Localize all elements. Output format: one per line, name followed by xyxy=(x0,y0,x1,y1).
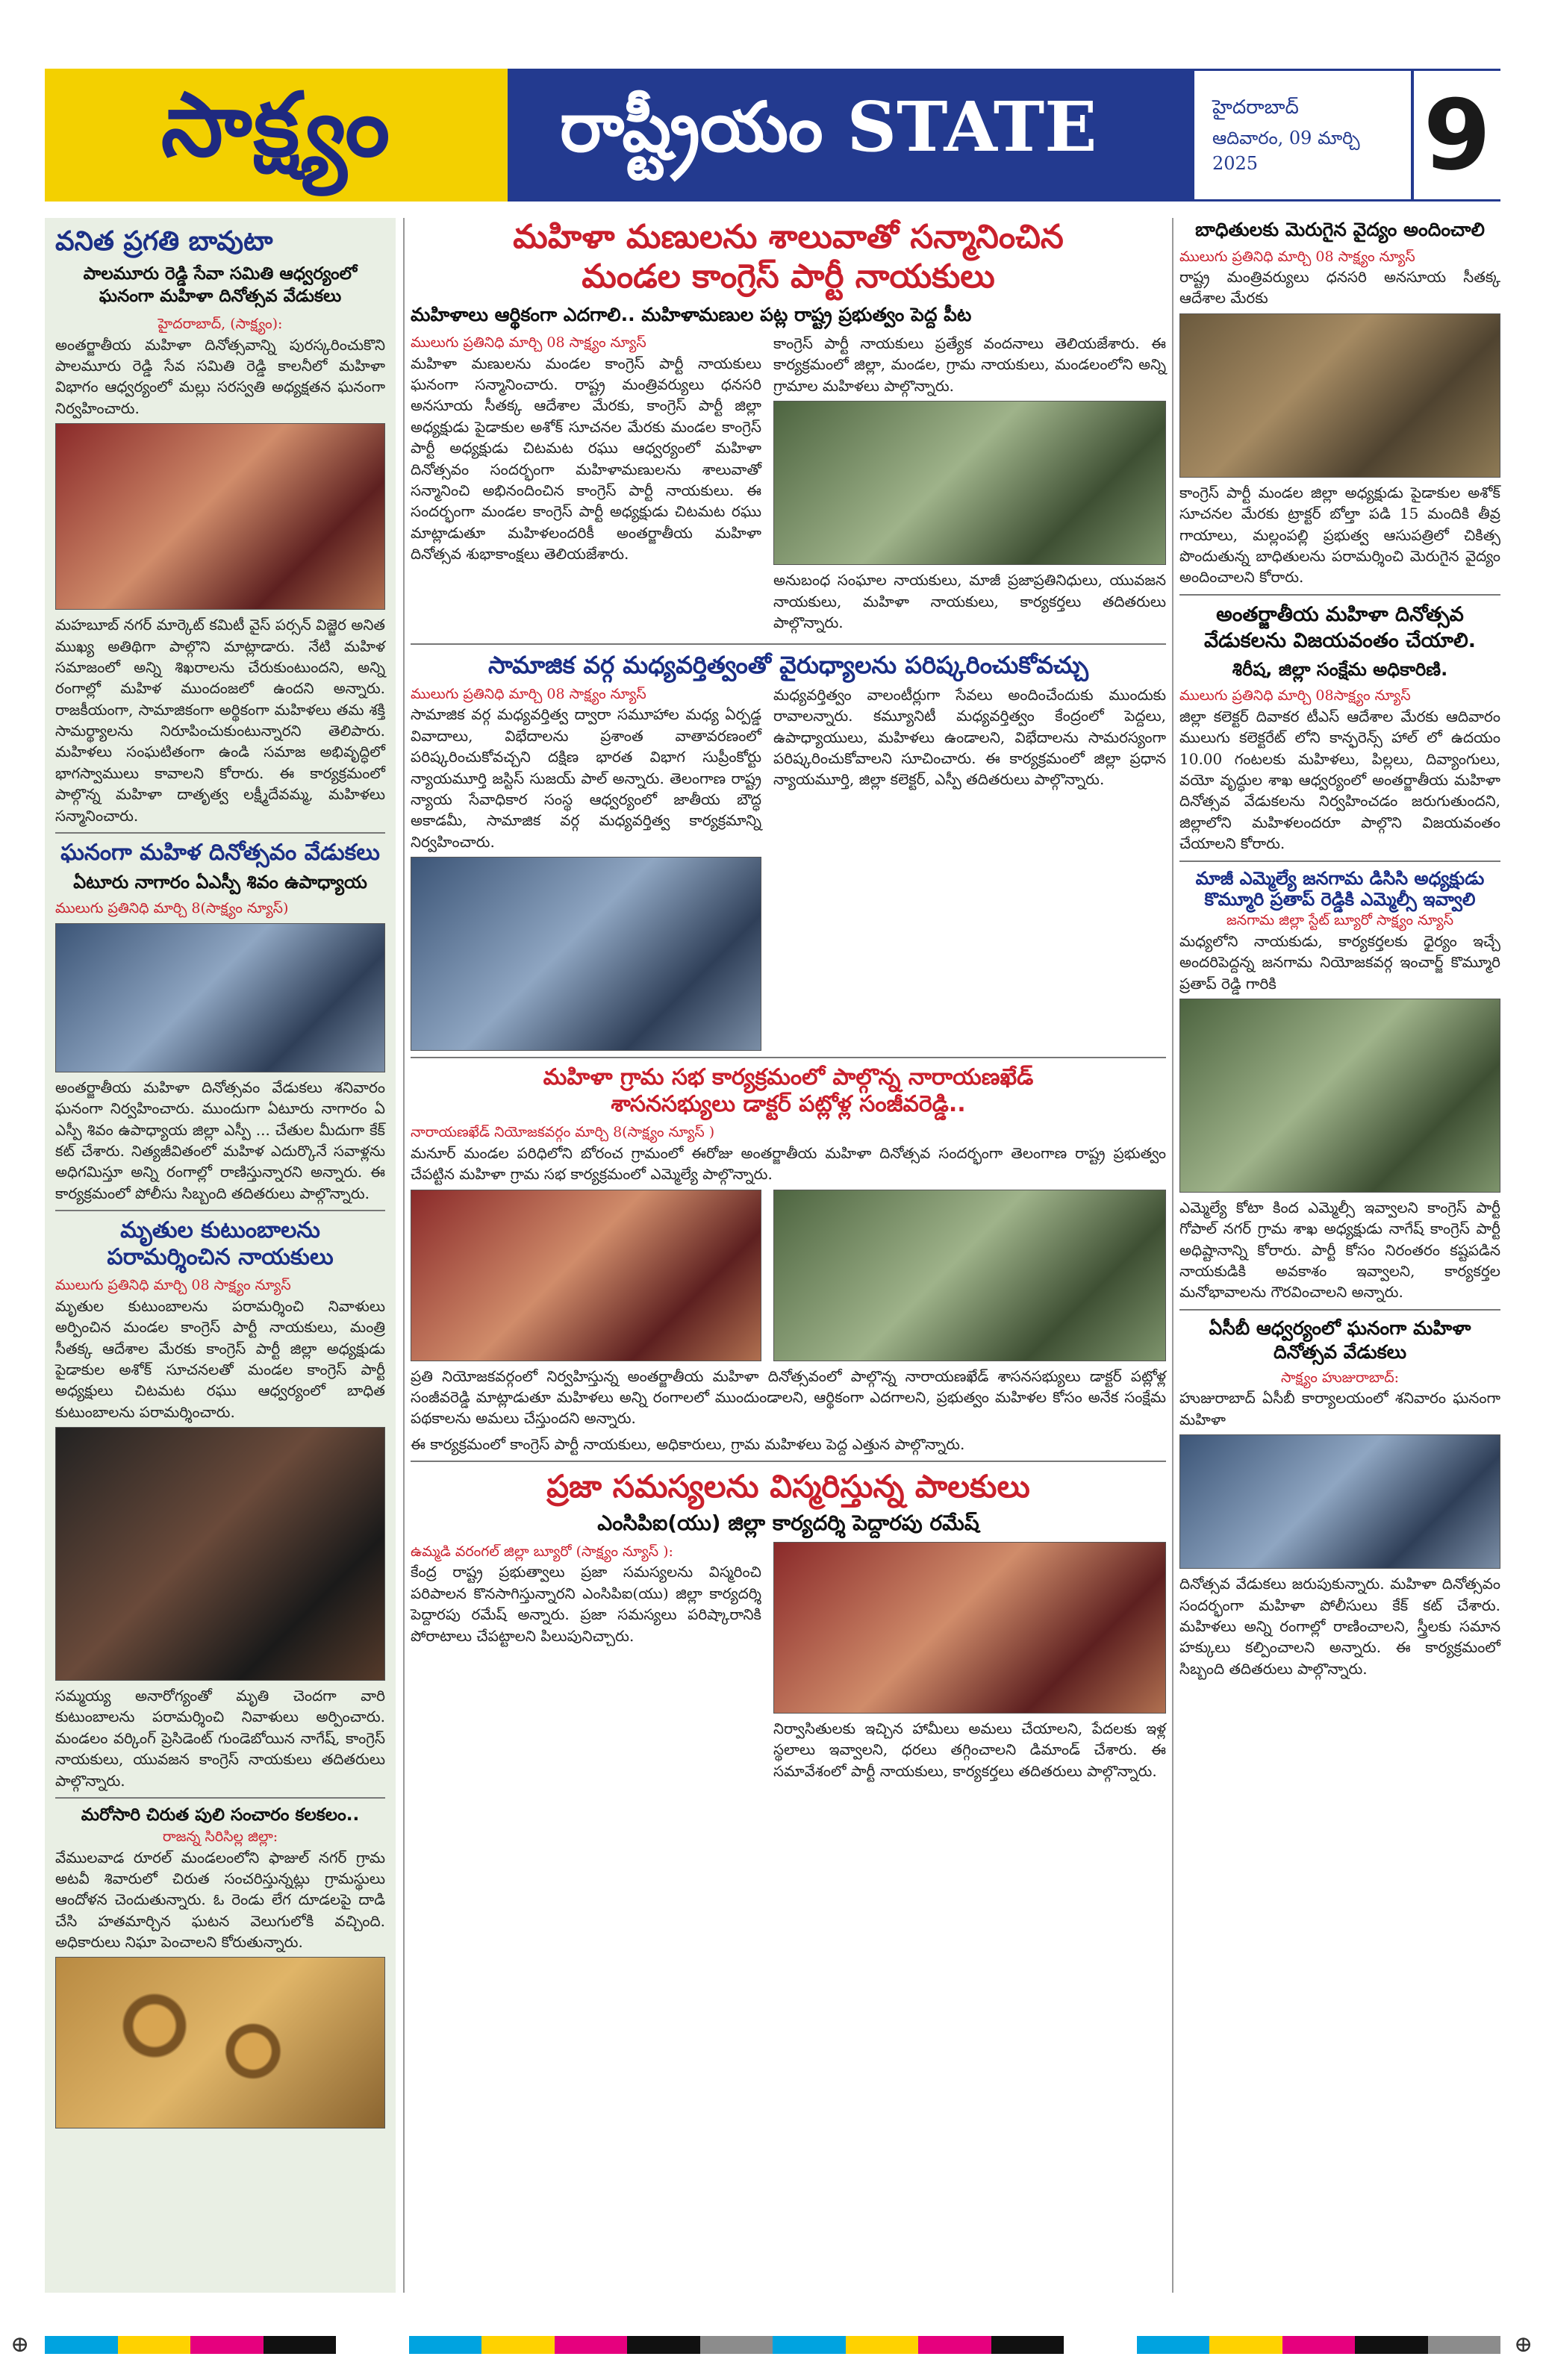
article-gram-sabha xyxy=(411,1064,1166,1455)
divider xyxy=(1179,594,1500,596)
article-body xyxy=(411,1143,1166,1185)
color-swatch xyxy=(118,2336,191,2354)
divider xyxy=(411,643,1166,645)
photo-mla-event xyxy=(411,1190,761,1361)
paragraph: మహబూబ్ నగర్ మార్కెట్ కమిటీ వైస్ పర్సన్ విజ్జెర అనిత ముఖ్య అతిథిగా పాల్గొని మాట్లాడారు. నేటి మహిళ సమాజంలో అన్ని శిఖరాలను చేరుకుంటుందని, అన్ని రంగాల్లో మహిళ ముందంజలో ఉందని అన్నారు. రాజకీయంగా, సామాజికంగా అర్థికంగా మహిళలు తమ శక్తి సామర్థ్యాలను నిరూపించుకుంటున్నారని తెలిపారు. మహిళలు సంఘటితంగా ఉండి సమాజ అభివృద్ధిలో భాగస్వాములు కావాలని కోరారు. ఈ కార్యక్రమంలో పాల్గొన్న మహిళా దాతృత్వ లక్ష్మీదేవమ్మ, మహిళలు సన్మానించారు. xyxy=(55,616,385,825)
dateline: ములుగు ప్రతినిధి మార్చి 08 సాక్ష్యం న్యూస్ xyxy=(55,1277,291,1294)
paragraph: మనూర్ మండల పరిధిలోని బోరంచ గ్రామంలో ఈరోజు అంతర్జాతీయ మహిళా దినోత్సవ సందర్భంగా తెలంగాణ రాష్ట్ర ప్రభుత్వం చేపట్టిన మహిళా గ్రామ సభ కార్యక్రమంలో ఎమ్మెల్యే పాల్గొన్నారు. xyxy=(411,1143,1166,1184)
color-swatch xyxy=(991,2336,1064,2354)
paragraph: సామాజిక వర్గ మధ్యవర్తిత్వ ద్వారా సమూహాల మధ్య ఏర్పడ్డ వివాదాలు, విభేదాలను ప్రశాంత వాతావరణంలో పరిష్కరించుకోవచ్చని దక్షిణ భారత విభాగ సుప్రీంకోర్టు న్యాయమూర్తి జస్టిస్ సుజయ్ పాల్ అన్నారు. తెలంగాణ రాష్ట్ర న్యాయ సేవాధికార సంస్థ ఆధ్వర్యంలో జాతీయ బౌద్ధ అకాడమీ, సామాజిక వర్గ మధ్యవర్తిత్వ కార్యక్రమాన్ని నిర్వహించారు. xyxy=(411,705,761,851)
paragraph: దినోత్సవ వేడుకలు జరుపుకున్నారు. మహిళా దినోత్సవం సందర్భంగా మహిళా పోలీసులు కేక్ కట్ చేశారు. మహిళలు అన్ని రంగాల్లో రాణించాలని, స్త్రీలకు సమాన హక్కులు కల్పించాలని అన్నారు. ఈ కార్యక్రమంలో సిబ్బంది తదితరులు పాల్గొన్నారు. xyxy=(1179,1575,1500,1678)
article-body xyxy=(773,1718,1166,1781)
dateline: నారాయణఖేడ్ నియోజకవర్గం మార్చి 8(సాక్ష్యం న్యూస్ ) xyxy=(411,1124,715,1141)
article-subtitle: పాలమూరు రెడ్డి సేవా సమితి ఆధ్వర్యంలో ఘనంగా మహిళా దినోత్సవ వేడుకలు xyxy=(83,264,358,307)
gram-title-line2: శాసనసభ్యులు డాక్టర్ పట్లోళ్ల సంజీవరెడ్డి.. xyxy=(611,1091,966,1118)
dateline: ములుగు ప్రతినిధి మార్చి 8(సాక్ష్యం న్యూస్) xyxy=(55,900,289,917)
article-body xyxy=(1179,482,1500,588)
color-swatch xyxy=(1064,2336,1137,2354)
masthead-city: హైదరాబాద్ xyxy=(1212,96,1299,119)
article-body xyxy=(1179,706,1500,855)
article-title: ఏసీబీ ఆధ్వర్యంలో ఘనంగా మహిళా దినోత్సవ వేడుకలు xyxy=(1209,1317,1471,1364)
masthead-section xyxy=(508,69,1194,202)
paragraph: అంతర్జాతీయ మహిళా దినోత్సవం వేడుకలు శనివారం ఘనంగా నిర్వహించారు. ముందుగా ఏటూరు నాగారం ఏ ఎస్పీ శివం ఉపాధ్యాయ జిల్లా ఎస్పీ ... చేతుల మీదుగా కేక్ కట్ చేశారు. నిత్యజీవితంలో మహిళ ఎదుర్కొనే సవాళ్లను అధిగమిస్తూ అన్ని రంగాల్లో రాణిస్తున్నారని అన్నారు. ఈ కార్యక్రమంలో పోలీసు సిబ్బంది తదితరులు పాల్గొన్నారు. xyxy=(55,1078,385,1202)
color-swatch xyxy=(409,2336,482,2354)
divider xyxy=(411,1057,1166,1058)
logo-text: సాక్ష్యం xyxy=(160,72,392,176)
color-swatch xyxy=(1137,2336,1210,2354)
article-body xyxy=(55,1296,385,1422)
color-swatch xyxy=(481,2336,555,2354)
dateline: హైదరాబాద్, (సాక్ష్యం): xyxy=(158,315,283,332)
right-column xyxy=(1179,218,1500,2293)
article-subtitle: ఎంసిపిఐ(యు) జిల్లా కార్యదర్శి పెద్దారపు రమేష్ xyxy=(597,1511,979,1536)
page-number-box xyxy=(1411,69,1500,202)
article-body xyxy=(411,1366,1166,1455)
color-swatch xyxy=(918,2336,991,2354)
paragraph: కాంగ్రెస్ పార్టీ మండల జిల్లా అధ్యక్షుడు పైడాకుల అశోక్ సూచనల మేరకు ట్రాక్టర్ బోల్తా పడి 15 మందికి తీవ్ర గాయాలు, మల్లంపల్లి ప్రభుత్వ ఆసుపత్రిలో చికిత్స పొందుతున్న బాధితులను పరామర్శించి మెరుగైన వైద్యం అందించాలని కోరారు. xyxy=(1179,483,1500,587)
article-title: ప్రజా సమస్యలను విస్మరిస్తున్న పాలకులు xyxy=(546,1468,1030,1505)
divider xyxy=(55,1210,385,1211)
column-rule xyxy=(403,218,405,2293)
article-mahila-vedukalu xyxy=(55,840,385,1204)
paragraph: మహిళా మణులను మండల కాంగ్రెస్ పార్టీ నాయకులు ఘనంగా సన్మానించారు. రాష్ట్ర మంత్రివర్యులు ధనసరి అనసూయ సీతక్క ఆదేశాల మేరకు, కాంగ్రెస్ పార్టీ జిల్లా అధ్యక్షుడు పైడాకుల అశోక్ సూచనల మేరకు మండల కాంగ్రెస్ పార్టీ అధ్యక్షుడు చిటమట రఘు ఆధ్వర్యంలో మహిళా దినోత్సవం సందర్భంగా మహిళామణులను శాలువాతో సన్మానించి అభినందించిన కాంగ్రెస్ పార్టీ నాయకులు. ఈ సందర్భంగా మండల కాంగ్రెస్ పార్టీ అధ్యక్షుడు చిటమట రఘు మాట్లాడుతూ మహిళలందరికీ అంతర్జాతీయ మహిళా దినోత్సవ శుభాకాంక్షలు తెలియజేశారు. xyxy=(411,354,761,563)
divider xyxy=(1179,1309,1500,1311)
paragraph: అంతర్జాతీయ మహిళా దినోత్సవాన్ని పురస్కరించుకొని పాలమూరు రెడ్డి సేవ సమితి రెడ్డి కాలనీలో మహిళా విభాగం ఆధ్వర్యంలో మల్లు సరస్వతి అధ్యక్షతన ఘనంగా నిర్వహించారు. xyxy=(55,335,385,417)
article-subtitle: శిరీష, జిల్లా సంక్షేమ అధికారిణి. xyxy=(1232,659,1448,681)
article-title: మరోసారి చిరుత పులి సంచారం కలకలం.. xyxy=(81,1805,360,1825)
paragraph: ప్రతి నియోజకవర్గంలో నిర్వహిస్తున్న అంతర్జాతీయ మహిళా దినోత్సవంలో పాల్గొన్న నారాయణఖేడ్ శాసనసభ్యులు డాక్టర్ పట్లోళ్ల సంజీవరెడ్డి మాట్లాడుతూ మహిళలు అన్ని రంగాలలో ముందుండాలని, ఆర్థికంగా ఎదగాలని, ప్రభుత్వం మహిళల కోసం అనేక సంక్షేమ పథకాలను అమలు చేస్తుందని అన్నారు. xyxy=(411,1367,1166,1428)
paragraph: కేంద్ర రాష్ట్ర ప్రభుత్వాలు ప్రజా సమస్యలను విస్మరించి పరిపాలన కొనసాగిస్తున్నారని ఎంసిపిఐ(యు) జిల్లా కార్యదర్శి పెద్దారపు రమేష్ అన్నారు. ప్రజా సమస్యలు పరిష్కారానికి పోరాటాలు చేపట్టాలని పిలుపునిచ్చారు. xyxy=(411,1563,761,1645)
paragraph: కాంగ్రెస్ పార్టీ నాయకులు ప్రత్యేక వందనాలు తెలియజేశారు. ఈ కార్యక్రమంలో జిల్లా, మండల, గ్రామ నాయకులు, మండలంలోని అన్ని గ్రామాల మహిళలు పాల్గొన్నారు. xyxy=(773,334,1166,395)
article-vanitha xyxy=(55,225,385,826)
article-mlc-demand xyxy=(1179,868,1500,1303)
masthead-date: ఆదివారం, 09 మార్చి 2025 xyxy=(1212,128,1360,174)
dateline: ములుగు ప్రతినిధి మార్చి 08సాక్ష్యం న్యూస్ xyxy=(1179,687,1411,705)
masthead-logo xyxy=(45,69,508,202)
article-subtitle: ఏటూరు నాగారం ఏఎస్పీ శివం ఉపాధ్యాయ xyxy=(73,872,367,893)
article-body xyxy=(1179,1573,1500,1679)
left-column xyxy=(45,218,396,2293)
lead-subtitle: మహిళాలు ఆర్థికంగా ఎదగాలి.. మహిళామణుల పట్ల రాష్ట్ర ప్రభుత్వం పెద్ద పీట xyxy=(411,303,972,325)
color-swatch xyxy=(627,2336,700,2354)
registration-mark: ⊕ xyxy=(1514,2331,1533,2358)
article-body xyxy=(1179,266,1500,309)
divider xyxy=(1179,861,1500,862)
color-swatch xyxy=(700,2336,773,2354)
middle-column xyxy=(411,218,1166,2293)
registration-mark: ⊕ xyxy=(10,2331,30,2358)
paragraph: జిల్లా కలెక్టర్ దివాకర టీఎస్ ఆదేశాల మేరకు ఆదివారం ములుగు కలెక్టరేట్ లోని కాన్ఫరెన్స్ హాల్ లో ఉదయం 10.00 గంటలకు మహిళలు, పిల్లలు, దివ్యాంగులు, వయో వృద్ధుల శాఖ ఆధ్వర్యంలో అంతర్జాతీయ మహిళా దినోత్సవ వేడుకలను నిర్వహించడం జరుగుతుందని, జిల్లాలోని మహిళలందరూ పాల్గొని విజయవంతం చేయాలని కోరారు. xyxy=(1179,707,1500,853)
photo-hospital xyxy=(1179,313,1500,478)
paragraph: ఎమ్మెల్యే కోటా కింద ఎమ్మెల్సీ ఇవ్వాలని కాంగ్రెస్ పార్టీ గోపాల్ నగర్ గ్రామ శాఖ అధ్యక్షుడు నాగేష్ కాంగ్రెస్ పార్టీ అధిష్టానాన్ని కోరారు. పార్టీ కోసం నిరంతరం కష్టపడిన నాయకుడికి అవకాశం ఇవ్వాలని, కార్యకర్తల మనోభావాలను గౌరవించాలని అన్నారు. xyxy=(1179,1198,1500,1302)
paragraph: నిర్వాసితులకు ఇచ్చిన హామీలు అమలు చేయాలని, పేదలకు ఇళ్ల స్థలాలు ఇవ్వాలని, ధరలు తగ్గించాలని డిమాండ్ చేశారు. ఈ సమావేశంలో పార్టీ నాయకులు, కార్యకర్తలు తదితరులు పాల్గొన్నారు. xyxy=(773,1719,1166,1780)
paragraph: రాష్ట్ర మంత్రివర్యులు ధనసరి అనసూయ సీతక్క ఆదేశాల మేరకు xyxy=(1179,268,1500,307)
color-swatch xyxy=(1209,2336,1282,2354)
print-color-bar xyxy=(45,2336,1500,2354)
color-swatch xyxy=(190,2336,264,2354)
dateline: ఉమ్మడి వరంగల్ జిల్లా బ్యూరో (సాక్ష్యం న్యూస్ ): xyxy=(411,1543,673,1560)
color-swatch xyxy=(336,2336,409,2354)
dateline: ములుగు ప్రతినిధి మార్చి 08 సాక్ష్యం న్యూస్ xyxy=(411,685,646,702)
paragraph: మధ్యవర్తిత్వం వాలంటీర్లుగా సేవలు అందించేందుకు ముందుకు రావాలన్నారు. కమ్యూనిటీ మధ్యవర్తిత్వం కేంద్రంలో పెద్దలు, ఉపాధ్యాయులు, మహిళలు ఉండాలని, విభేదాలను సామరస్యంగా పరిష్కరించుకోవాలని సూచించారు. ఈ కార్యక్రమంలో జిల్లా ప్రధాన న్యాయమూర్తి, జిల్లా కలెక్టర్, ఎస్పీ తదితరులు పాల్గొన్నారు. xyxy=(773,685,1166,789)
article-body xyxy=(411,1561,761,1646)
photo-gram-sabha-crowd xyxy=(773,1190,1166,1361)
article-body xyxy=(411,704,761,852)
masthead xyxy=(45,69,1500,202)
article-lead xyxy=(411,218,1166,637)
article-body xyxy=(773,569,1166,633)
paragraph: సమ్మయ్య అనారోగ్యంతో మృతి చెందగా వారి కుటుంబాలను పరామర్శించి నివాళులు అర్పించారు. మండలం వర్కింగ్ ప్రెసిడెంట్ గుండెబోయిన నాగేష్, కాంగ్రెస్ నాయకులు, యువజన కాంగ్రెస్ నాయకులు తదితరులు పాల్గొన్నారు. xyxy=(55,1687,385,1790)
article-body xyxy=(1179,1197,1500,1303)
color-swatch xyxy=(1282,2336,1356,2354)
photo-justice-speaking xyxy=(411,857,761,1051)
page-number: 9 xyxy=(1423,78,1491,192)
paragraph: హుజురాబాద్ ఏసీబీ కార్యాలయంలో శనివారం ఘనంగా మహిళా xyxy=(1179,1389,1500,1428)
divider xyxy=(411,1461,1166,1462)
masthead-date-block xyxy=(1194,69,1411,202)
article-body xyxy=(411,353,761,565)
article-social-mediation xyxy=(411,651,1166,1051)
divider xyxy=(55,832,385,834)
paragraph: మృతుల కుటుంబాలను పరామర్శించి నివాళులు అర్పించిన మండల కాంగ్రెస్ పార్టీ నాయకులు, మంత్రి సీతక్క ఆదేశాల మేరకు కాంగ్రెస్ పార్టీ జిల్లా అధ్యక్షుడు పైడాకుల అశోక్ సూచనలతో మండల కాంగ్రెస్ పార్టీ అధ్యక్షులు చిటమట రఘు ఆధ్వర్యంలో బాధిత కుటుంబాలను పరామర్శించారు. xyxy=(55,1296,385,1421)
article-title: అంతర్జాతీయ మహిళా దినోత్సవ వేడుకలను విజయవంతం చేయాలి. xyxy=(1203,602,1477,652)
article-body xyxy=(1179,1387,1500,1430)
photo-women-group xyxy=(55,423,385,610)
article-title: బాధితులకు మెరుగైన వైద్యం అందించాలి xyxy=(1195,219,1485,240)
color-swatch xyxy=(1428,2336,1501,2354)
article-treatment xyxy=(1179,218,1500,588)
dateline: ములుగు ప్రతినిధి మార్చి 08 సాక్ష్యం న్యూస్ xyxy=(1179,248,1415,265)
paragraph: అనుబంధ సంఘాల నాయకులు, మాజీ ప్రజాప్రతినిధులు, యువజన నాయకులు, మహిళా నాయకులు, కార్యకర్తలు తదితరులు పాల్గొన్నారు. xyxy=(773,571,1166,632)
color-swatch xyxy=(773,2336,846,2354)
article-praja xyxy=(411,1468,1166,1786)
divider xyxy=(55,1797,385,1799)
article-body xyxy=(55,614,385,826)
lead-title-line2: మండల కాంగ్రెస్ పార్టీ నాయకులు xyxy=(582,257,995,296)
section-title: రాష్ట్రీయం STATE xyxy=(560,86,1097,167)
photo-mcpi-meeting xyxy=(773,1542,1166,1714)
photo-congress-women xyxy=(773,401,1166,565)
lead-title-line1: మహిళా మణులను శాలువాతో సన్మానించిన xyxy=(513,218,1064,256)
photo-police-event xyxy=(55,923,385,1072)
article-womens-day-welfare xyxy=(1179,602,1500,855)
article-body xyxy=(55,334,385,419)
color-swatch xyxy=(846,2336,919,2354)
article-leopard xyxy=(55,1805,385,2128)
byline: రాజన్న సిరిసిల్ల జిల్లా: xyxy=(162,1828,278,1845)
article-title: మాజీ ఎమ్మెల్యే జనగామ డిసిసి అధ్యక్షుడు కొమ్మూరి ప్రతాప్ రెడ్డికి ఎమ్మెల్సీ ఇవ్వాలి xyxy=(1195,867,1485,911)
paragraph: ఈ కార్యక్రమంలో కాంగ్రెస్ పార్టీ నాయకులు, అధికారులు, గ్రామ మహిళలు పెద్ద ఎత్తున పాల్గొన్నారు. xyxy=(411,1434,965,1453)
article-body xyxy=(773,684,1166,790)
article-title: ఘనంగా మహిళ దినోత్సవం వేడుకలు xyxy=(60,840,380,866)
article-title: సామాజిక వర్గ మధ్యవర్తిత్వంతో వైరుధ్యాలను పరిష్కరించుకోవచ్చు xyxy=(487,651,1089,680)
dateline: సాక్ష్యం హుజురాబాద్: xyxy=(1280,1369,1400,1386)
photo-leaders-portraits xyxy=(1179,999,1500,1193)
dateline: ములుగు ప్రతినిధి మార్చి 08 సాక్ష్యం న్యూస్ xyxy=(411,334,646,352)
color-swatch xyxy=(1355,2336,1428,2354)
article-acb-womens-day xyxy=(1179,1317,1500,1679)
newspaper-page xyxy=(45,69,1500,2308)
article-body xyxy=(55,1847,385,1953)
article-body xyxy=(55,1077,385,1204)
color-swatch xyxy=(264,2336,337,2354)
paragraph: మధ్యలోని నాయకుడు, కార్యకర్తలకు ధైర్యం ఇచ్చే అందరిపెద్దన్న జనగామ నియోజకవర్గ ఇంచార్జ్ కొమ్మూరి ప్రతాప్ రెడ్డి గారికి xyxy=(1179,931,1500,993)
article-body xyxy=(1179,931,1500,994)
photo-acb-women xyxy=(1179,1434,1500,1569)
article-title: మృతుల కుటుంబాలను పరామర్శించిన నాయకులు xyxy=(107,1217,334,1271)
gram-title-line1: మహిళా గ్రామ సభ కార్యక్రమంలో పాల్గొన్న నారాయణఖేడ్ xyxy=(543,1064,1034,1091)
article-body xyxy=(55,1685,385,1791)
dateline: జనగామ జిల్లా స్టేట్ బ్యూరో సాక్ష్యం న్యూస్ xyxy=(1226,912,1454,929)
article-body xyxy=(773,333,1166,396)
photo-condolence xyxy=(55,1427,385,1681)
color-swatch xyxy=(555,2336,628,2354)
paragraph: వేములవాడ రూరల్ మండలంలోని ఫాజుల్ నగర్ గ్రామ అటవీ శివారులో చిరుత సంచరిస్తున్నట్లు గ్రామస్థులు ఆందోళన చెందుతున్నారు. ఓ రెండు లేగ దూడలపై దాడి చేసి హతమార్చిన ఘటన వెలుగులోకి వచ్చింది. అధికారులు నిఘా పెంచాలని కోరుతున్నారు. xyxy=(55,1848,385,1952)
photo-leopard xyxy=(55,1957,385,2128)
column-rule xyxy=(1172,218,1173,2293)
article-condolence xyxy=(55,1217,385,1791)
color-swatch xyxy=(45,2336,118,2354)
article-title: వనిత ప్రగతి బావుటా xyxy=(55,226,273,257)
